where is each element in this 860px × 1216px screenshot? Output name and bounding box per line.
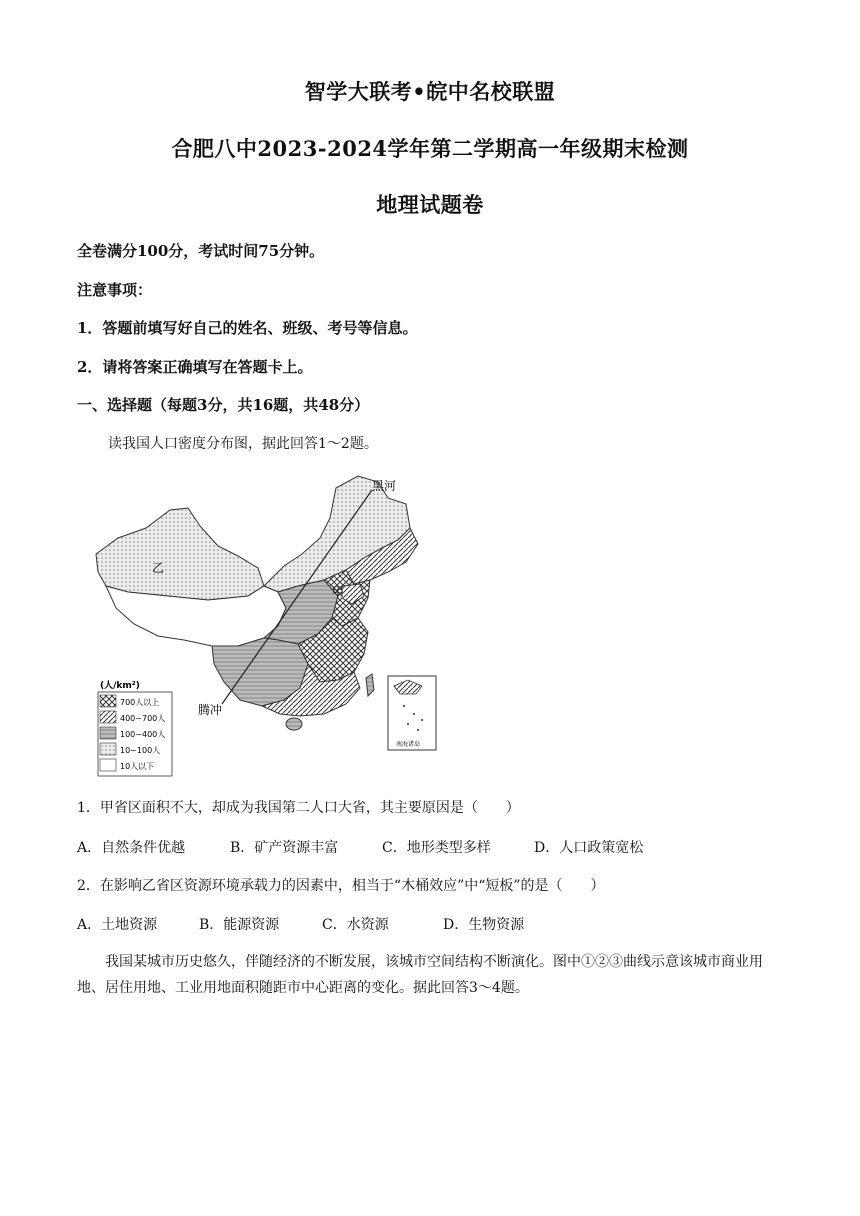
legend-label-100: 100~400人: [120, 730, 166, 739]
q1-option-a: A．自然条件优越: [77, 840, 186, 856]
legend-label-below10: 10人以下: [120, 762, 155, 771]
q1-option-d: D．人口政策宽松: [534, 840, 644, 856]
q2-option-d: D．生物资源: [443, 917, 525, 933]
region-taiwan: [366, 674, 374, 696]
q2-option-b: B．能源资源: [199, 917, 280, 933]
legend-label-700: 700人以上: [120, 698, 160, 707]
legend-swatch-400: [100, 711, 116, 723]
section-heading: 一、选择题（每题3分，共16题，共48分）: [77, 396, 370, 414]
header-title-3: 地理试题卷: [376, 192, 484, 217]
region-hainan: [286, 718, 302, 730]
header-title-1: 智学大联考•皖中名校联盟: [304, 79, 556, 104]
section-intro: 读我国人口密度分布图，据此回答1～2题。: [108, 436, 378, 452]
q2-option-a: A．土地资源: [77, 917, 158, 933]
legend-swatch-below10: [100, 759, 116, 771]
population-density-map: [88, 468, 444, 780]
legend-label-10: 10~100人: [120, 746, 161, 755]
header-title-2: 合肥八中2023-2024学年第二学期高一年级期末检测: [171, 136, 689, 161]
inset-label: 南海诸岛: [396, 741, 421, 748]
legend-swatch-700: [100, 695, 116, 707]
label-heihe: 黑河: [372, 479, 397, 493]
score-time-text: 全卷满分100分，考试时间75分钟。: [77, 242, 325, 260]
label-yi: 乙: [152, 561, 165, 575]
notice-title: 注意事项：: [77, 281, 153, 299]
map-legend: [98, 679, 172, 776]
notice-item-2: 2．请将答案正确填写在答题卡上。: [77, 358, 313, 376]
south-china-sea-inset: [388, 676, 436, 750]
q1-option-b: B．矿产资源丰富: [230, 840, 339, 856]
legend-unit: (人/km²): [100, 681, 140, 691]
legend-label-400: 400~700人: [120, 714, 166, 723]
notice-item-1: 1．答题前填写好自己的姓名、班级、考号等信息。: [77, 319, 418, 337]
region-xinjiang: [96, 508, 264, 600]
legend-swatch-10: [100, 743, 116, 755]
label-tengchong: 腾冲: [198, 703, 223, 717]
q1-stem: 1．甲省区面积不大，却成为我国第二人口大省，其主要原因是（ ）: [77, 800, 520, 816]
label-jia: 甲: [332, 585, 345, 599]
passage-text: 我国某城市历史悠久，伴随经济的不断发展，该城市空间结构不断演化。图中①②③曲线示意该城市商业用地、居住用地、工业用地面积随距市中心距离的变化。据此回答3～4题。: [77, 954, 763, 996]
legend-swatch-100: [100, 727, 116, 739]
q2-stem: 2．在影响乙省区资源环境承载力的因素中，相当于“木桶效应”中“短板”的是（ ）: [77, 878, 605, 894]
q2-option-c: C．水资源: [322, 917, 389, 933]
q1-option-c: C．地形类型多样: [382, 840, 491, 856]
